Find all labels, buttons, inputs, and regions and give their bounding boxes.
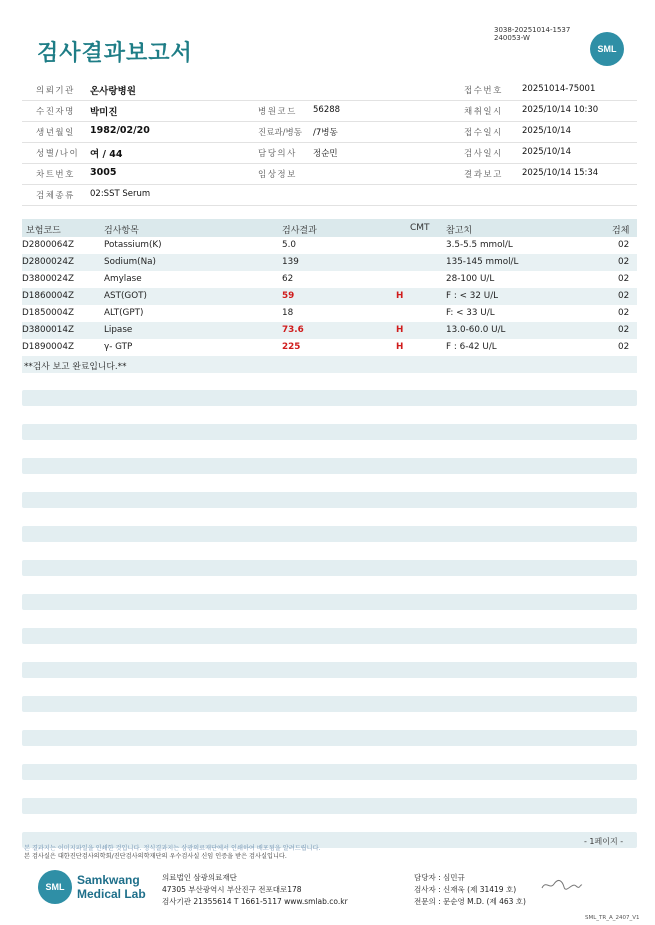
- cell-reference: F: < 33 U/L: [446, 308, 495, 318]
- cell-code: D2800024Z: [22, 257, 74, 267]
- cell-code: D1850004Z: [22, 308, 74, 318]
- cell-specimen: 02: [618, 325, 630, 335]
- cell-flag: H: [396, 325, 404, 335]
- dept-label: 진료과/병동: [258, 128, 302, 138]
- chart-no-label: 차트번호: [36, 170, 75, 180]
- empty-row: [22, 730, 637, 746]
- cell-reference: 28-100 U/L: [446, 274, 495, 284]
- cell-flag: H: [396, 291, 404, 301]
- cell-result: 59: [282, 291, 295, 301]
- footer-organization: [162, 872, 348, 908]
- col-header-reference: 참고치: [446, 226, 473, 236]
- cell-item: γ- GTP: [104, 342, 133, 352]
- cell-reference: 13.0-60.0 U/L: [446, 325, 506, 335]
- cell-code: D1890004Z: [22, 342, 74, 352]
- empty-row: [22, 560, 637, 576]
- cell-code: D1860004Z: [22, 291, 74, 301]
- collection-date-label: 채취일시: [464, 107, 503, 117]
- info-row-specimen: [22, 185, 637, 206]
- empty-row: [22, 526, 637, 542]
- empty-row: [22, 492, 637, 508]
- table-row: [22, 254, 637, 271]
- receipt-date-value: 2025/10/14: [522, 126, 571, 136]
- sex-age-value: 여 / 44: [90, 149, 123, 160]
- report-title: 검사결과보고서: [37, 41, 193, 66]
- empty-row: [22, 390, 637, 406]
- table-row: [22, 305, 637, 322]
- cell-code: D3800014Z: [22, 325, 74, 335]
- page-number: - 1페이지 -: [584, 837, 624, 846]
- staff-tester: 검사자 : 신재욱 (제 31419 호): [414, 885, 517, 894]
- empty-row: [22, 424, 637, 440]
- empty-row: [22, 764, 637, 780]
- document-id-line1: 3038-20251014-1537: [494, 26, 571, 34]
- cell-specimen: 02: [618, 274, 630, 284]
- cell-reference: 3.5-5.5 mmol/L: [446, 240, 513, 250]
- receipt-date-label: 접수일시: [464, 128, 503, 138]
- receipt-no-label: 접수번호: [464, 86, 503, 96]
- cell-specimen: 02: [618, 257, 630, 267]
- hospital-label: 의뢰기관: [36, 86, 75, 96]
- staff-specialist: 전문의 : 문순영 M.D. (제 463 호): [414, 897, 526, 906]
- footer-notice-print: 본 결과지는 이미지파일을 인쇄한 것입니다. 정식결과지는 삼광의료재단에서 인쇄하여 배포됨을 알려드립니다.: [24, 845, 321, 852]
- form-code: SML_TR_A_2407_V1: [585, 915, 640, 921]
- cell-specimen: 02: [618, 308, 630, 318]
- col-header-cmt: CMT: [410, 223, 430, 233]
- specimen-value: 02:SST Serum: [90, 189, 151, 199]
- cell-result: 62: [282, 274, 294, 284]
- cell-code: D2800064Z: [22, 240, 74, 250]
- completion-note: **검사 보고 완료입니다.**: [24, 362, 127, 372]
- table-row: [22, 339, 637, 356]
- cell-reference: F : 6-42 U/L: [446, 342, 497, 352]
- cell-reference: F : < 32 U/L: [446, 291, 499, 301]
- cell-specimen: 02: [618, 240, 630, 250]
- col-header-code: 보험코드: [26, 226, 61, 236]
- org-address: 47305 부산광역시 부산진구 전포대로178: [162, 885, 302, 894]
- cell-item: Potassium(K): [104, 240, 162, 250]
- cell-code: D3800024Z: [22, 274, 74, 284]
- col-header-result: 검사결과: [282, 226, 317, 236]
- cell-flag: H: [396, 342, 404, 352]
- empty-row: [22, 594, 637, 610]
- name-value: 박미진: [90, 107, 118, 118]
- footer-brand: [77, 873, 146, 901]
- doctor-value: 정순민: [313, 149, 338, 159]
- info-row-sex-age: [22, 143, 637, 164]
- org-contact: 검사기관 21355614 T 1661-5117 www.smlab.co.kr: [162, 897, 348, 906]
- sml-footer-logo: SML: [38, 870, 72, 904]
- test-date-label: 검사일시: [464, 149, 503, 159]
- dept-value: /7병동: [313, 128, 338, 138]
- empty-row: [22, 628, 637, 644]
- chart-no-value: 3005: [90, 167, 117, 178]
- document-id-line2: 240053-W: [494, 34, 530, 42]
- completion-row: [22, 356, 637, 373]
- table-row: [22, 271, 637, 288]
- cell-result: 225: [282, 342, 301, 352]
- cell-reference: 135-145 mmol/L: [446, 257, 519, 267]
- footer-notice-certification: 본 검사실은 대한진단검사의학회/진단검사의학재단의 우수검사실 신임 인증을 받은 검사실입니다.: [24, 853, 287, 860]
- empty-row: [22, 798, 637, 814]
- cell-item: Sodium(Na): [104, 257, 156, 267]
- info-row-hospital: [22, 80, 637, 101]
- results-table-header: [22, 219, 637, 237]
- cell-item: ALT(GPT): [104, 308, 144, 318]
- info-row-chart: [22, 164, 637, 185]
- org-name: 의료법인 삼광의료재단: [162, 873, 237, 882]
- footer-staff: [414, 872, 526, 908]
- collection-date-value: 2025/10/14 10:30: [522, 105, 599, 115]
- dob-label: 생년월일: [36, 128, 75, 138]
- report-date-label: 결과보고: [464, 170, 503, 180]
- table-row: [22, 322, 637, 339]
- hospital-code-label: 병원코드: [258, 107, 297, 117]
- cell-result: 139: [282, 257, 299, 267]
- hospital-code-value: 56288: [313, 105, 341, 115]
- table-row: [22, 288, 637, 305]
- signature-image: [540, 878, 584, 895]
- cell-result: 73.6: [282, 325, 304, 335]
- cell-item: Amylase: [104, 274, 142, 284]
- col-header-item: 검사항목: [104, 226, 139, 236]
- report-date-value: 2025/10/14 15:34: [522, 168, 599, 178]
- document-id: [494, 26, 570, 42]
- empty-row: [22, 696, 637, 712]
- sex-age-label: 성별/나이: [36, 149, 80, 159]
- doctor-label: 담당의사: [258, 149, 297, 159]
- name-label: 수진자명: [36, 107, 75, 117]
- staff-manager: 담당자 : 심민규: [414, 873, 465, 882]
- col-header-specimen: 검체: [612, 226, 630, 236]
- brand-line2: Medical Lab: [77, 887, 146, 901]
- cell-item: AST(GOT): [104, 291, 147, 301]
- test-date-value: 2025/10/14: [522, 147, 571, 157]
- table-row: [22, 237, 637, 254]
- cell-specimen: 02: [618, 291, 630, 301]
- clinical-label: 임상정보: [258, 170, 297, 180]
- hospital-value: 온사랑병원: [90, 86, 136, 97]
- info-row-dob: [22, 122, 637, 143]
- cell-specimen: 02: [618, 342, 630, 352]
- sml-logo: SML: [590, 32, 624, 66]
- cell-result: 18: [282, 308, 294, 318]
- cell-result: 5.0: [282, 240, 296, 250]
- receipt-no-value: 20251014-75001: [522, 84, 596, 94]
- cell-item: Lipase: [104, 325, 133, 335]
- brand-line1: Samkwang: [77, 873, 140, 887]
- empty-row: [22, 458, 637, 474]
- specimen-label: 검체종류: [36, 191, 75, 201]
- info-row-name: [22, 101, 637, 122]
- dob-value: 1982/02/20: [90, 125, 150, 136]
- empty-row: [22, 662, 637, 678]
